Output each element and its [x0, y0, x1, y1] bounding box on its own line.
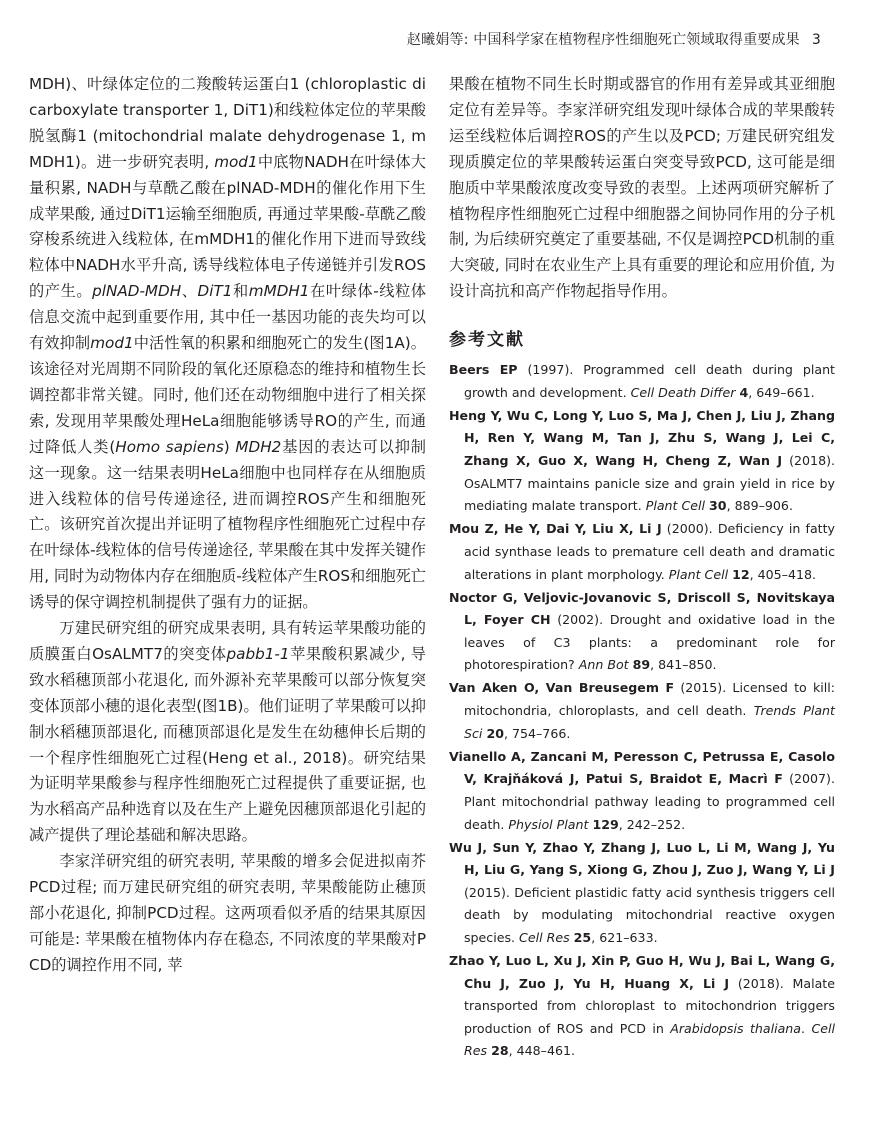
text-run: 和 — [232, 282, 249, 301]
body-paragraph — [29, 72, 426, 616]
text-run: (2000). Deficiency in fatty acid synthase leads to premature cell death and dramatic alterations in plant morphology. — [464, 521, 835, 582]
text-run: (2002). Drought and oxidative load in the leaves of C3 plants: a predominant role for photorespiration? — [464, 612, 835, 673]
text-run: 果酸在植物不同生长时期或器官的作用有差异或其亚细胞定位有差异等。李家洋研究组发现叶绿体合成的苹果酸转运至线粒体后调控ROS的产生以及PCD; 万建民研究组发现质膜定位的苹果酸转运蛋白突变导致PCD, 这可能是细胞质中苹果酸浓度改变导致的表型。上述两项研究解析了植物程序性细胞死亡过程中细胞器之间协同作用的分子机制, 为后续研究奠定了重要基础, 不仅是调控PCD机制的重大突破, 同时在农业生产上具有重要的理论和应用价值, 为设计高抗和高产作物起指导作用。 — [449, 75, 835, 301]
text-run: , 841–850. — [650, 657, 717, 673]
text-run: 中活性氧的积累和细胞死亡的发生(图1A)。该途径对光周期不同阶段的氧化还原稳态的维持和植物生长调控都非常关键。同时, 他们还在动物细胞中进行了相关探索, 发现用苹果酸处理HeLa细胞能够诱导RO的产生, 而通过降低人类( — [29, 334, 426, 456]
right-column-body — [449, 72, 835, 305]
reference-authors: Zhao Y, Luo L, Xu J, Xin P, Guo H, Wu J, Bai L, Wang G, Chu J, Zuo J, Yu H, Huang X, Li J — [449, 953, 835, 991]
italic-text: Plant Cell — [645, 498, 706, 514]
italic-text: Arabidopsis thaliana — [670, 1020, 802, 1036]
italic-text: Cell Death Differ — [630, 384, 736, 400]
text-run: (2018). OsALMT7 maintains panicle size and grain yield in rice by mediating malate transport. — [464, 453, 835, 514]
italic-text: Cell Res — [519, 930, 570, 945]
reference-item — [449, 587, 835, 677]
italic-text: Ann Bot — [578, 657, 629, 673]
italic-text: plNAD-MDH — [92, 282, 182, 301]
reference-authors: Vianello A, Zancani M, Peresson C, Petrussa E, Casolo V, Krajňáková J, Patui S, Braidot E, Macrì F — [449, 748, 835, 787]
reference-authors: Heng Y, Wu C, Long Y, Luo S, Ma J, Chen J, Liu J, Zhang H, Ren Y, Wang M, Tan J, Zhu S, Wang J, Lei C, Zhang X, Guo X, Wang H, Cheng Z, Wan J — [449, 407, 835, 469]
body-paragraph — [449, 72, 835, 305]
left-column — [29, 72, 426, 979]
text-run: (2015). Deficient plastidic fatty acid synthesis triggers cell death by modulating mitochondrial reactive oxygen species. — [464, 884, 835, 945]
reference-item — [449, 405, 835, 518]
body-paragraph — [29, 849, 426, 979]
italic-text: Trends Plant Sci — [464, 703, 835, 741]
italic-text: Cell Res — [464, 1020, 835, 1059]
reference-authors: Wu J, Sun Y, Zhao Y, Zhang J, Luo L, Li M, Wang J, Yu H, Liu G, Yang S, Xiong G, Zhou J, Zuo J, Wang Y, Li J — [449, 839, 835, 878]
text-run: ) — [223, 437, 236, 456]
italic-text: mod1 — [214, 152, 258, 171]
bold-text: 20 — [486, 725, 504, 741]
text-run: (2015). Licensed to kill: mitochondria, chloroplasts, and cell death. — [464, 680, 836, 719]
bold-text: 12 — [732, 566, 750, 582]
bold-text: 4 — [739, 384, 749, 400]
text-run: 、 — [181, 282, 198, 301]
text-run: . — [801, 1020, 812, 1036]
italic-text: DiT1 — [197, 282, 233, 301]
text-run: , 754–766. — [503, 725, 571, 741]
reference-item — [449, 518, 835, 586]
right-column — [449, 72, 835, 1064]
reference-list — [449, 359, 835, 1063]
page-number: 3 — [811, 32, 821, 48]
text-run: 基因的表达可以抑制这一现象。这一结果表明HeLa细胞中也同样存在从细胞质进入线粒体的信号传递途径, 进而调控ROS产生和细胞死亡。该研究首次提出并证明了植物程序性细胞死亡过程中存在叶绿体-线粒体的信号传递途径, 苹果酸在其中发挥关键作用, 同时为动物体内存在细胞质-线粒体产生ROS和细胞死亡诱导的保守调控机制提供了强有力的证据。 — [29, 437, 426, 612]
text-run: 在叶绿体-线粒体信息交流中起到重要作用, 其中任一基因功能的丧失均可以有效抑制 — [29, 282, 427, 353]
italic-text: mMDH1 — [248, 282, 310, 301]
text-run: 中底物NADH在叶绿体大量积累, NADH与草酰乙酸在plNAD-MDH的催化作用下生成苹果酸, 通过DiT1运输至细胞质, 再通过苹果酸-草酰乙酸穿梭系统进入线粒体, 在mMDH1的催化作用下进而导致线粒体中NADH水平升高, 诱导线粒体电子传递链并引发ROS的产生。 — [29, 152, 426, 301]
text-run: (1997). Programmed cell death during plant growth and development. — [464, 362, 835, 400]
italic-text: mod1 — [90, 334, 134, 353]
italic-text: Homo sapiens — [115, 437, 224, 456]
text-run: , 649–661. — [748, 384, 815, 400]
running-header-title: 赵曦娟等: 中国科学家在植物程序性细胞死亡领域取得重要成果 — [406, 32, 800, 48]
bold-text: 89 — [632, 657, 651, 673]
reference-authors: Noctor G, Veljovic-Jovanovic S, Driscoll S, Novitskaya L, Foyer CH — [449, 589, 835, 628]
italic-text: pabb1-1 — [226, 644, 290, 663]
italic-text: Physiol Plant — [508, 816, 589, 832]
body-paragraph — [29, 616, 426, 849]
text-run: , 405–418. — [749, 566, 817, 582]
bold-text: 28 — [491, 1043, 509, 1059]
text-run: (2018). Malate transported from chloroplast to mitochondrion triggers production of ROS and PCD in — [464, 975, 835, 1036]
text-run: 李家洋研究组的研究表明, 苹果酸的增多会促进拟南芥PCD过程; 而万建民研究组的研究表明, 苹果酸能防止穗顶部小花退化, 抑制PCD过程。这两项看似矛盾的结果其原因可能是: 苹果酸在植物体内存在稳态, 不同浓度的苹果酸对PCD的调控作用不同, 苹 — [29, 852, 426, 974]
reference-item — [449, 359, 835, 404]
text-run: MDH)、叶绿体定位的二羧酸转运蛋白1 (chloroplastic dicarboxylate transporter 1, DiT1)和线粒体定位的苹果酸脱氢酶1 (mitochondrial malate dehydrogenase 1, mMDH1)。进一步研究表明, — [29, 75, 426, 171]
text-run: 万建民研究组的研究成果表明, 具有转运苹果酸功能的质膜蛋白OsALMT7的突变体 — [29, 619, 426, 663]
text-run: , 621–633. — [591, 930, 658, 945]
italic-text: MDH2 — [235, 437, 282, 456]
running-header — [0, 29, 821, 49]
text-run: 苹果酸积累减少, 导致水稻穗顶部小花退化, 而外源补充苹果酸可以部分恢复突变体顶部小穗的退化表型(图1B)。他们证明了苹果酸可以抑制水稻穗顶部退化, 而穗顶部退化是发生在幼穗伸长后期的一个程序性细胞死亡过程(Heng et al., 2018)。研究结果为证明苹果酸参与程序性细胞死亡过程提供了重要证据, 也为水稻高产品种选育以及在生产上避免因穗顶部退化引起的减产提供了理论基础和解决思路。 — [29, 644, 426, 845]
reference-item — [449, 950, 835, 1063]
reference-authors: Mou Z, He Y, Dai Y, Liu X, Li J — [449, 521, 662, 537]
reference-item — [449, 677, 835, 745]
reference-authors: Beers EP — [449, 362, 518, 378]
text-run: , 448–461. — [508, 1043, 575, 1059]
bold-text: 129 — [592, 816, 619, 832]
text-run: , 889–906. — [726, 498, 793, 514]
text-run: (2007). Plant mitochondrial pathway leading to programmed cell death. — [464, 771, 835, 832]
reference-item — [449, 746, 835, 836]
reference-authors: Van Aken O, Van Breusegem F — [449, 680, 675, 696]
references-heading: 参考文献 — [449, 330, 525, 351]
bold-text: 30 — [709, 498, 727, 514]
bold-text: 25 — [573, 930, 592, 945]
italic-text: Plant Cell — [668, 566, 729, 582]
reference-item — [449, 837, 835, 950]
text-run: , 242–252. — [618, 816, 686, 832]
